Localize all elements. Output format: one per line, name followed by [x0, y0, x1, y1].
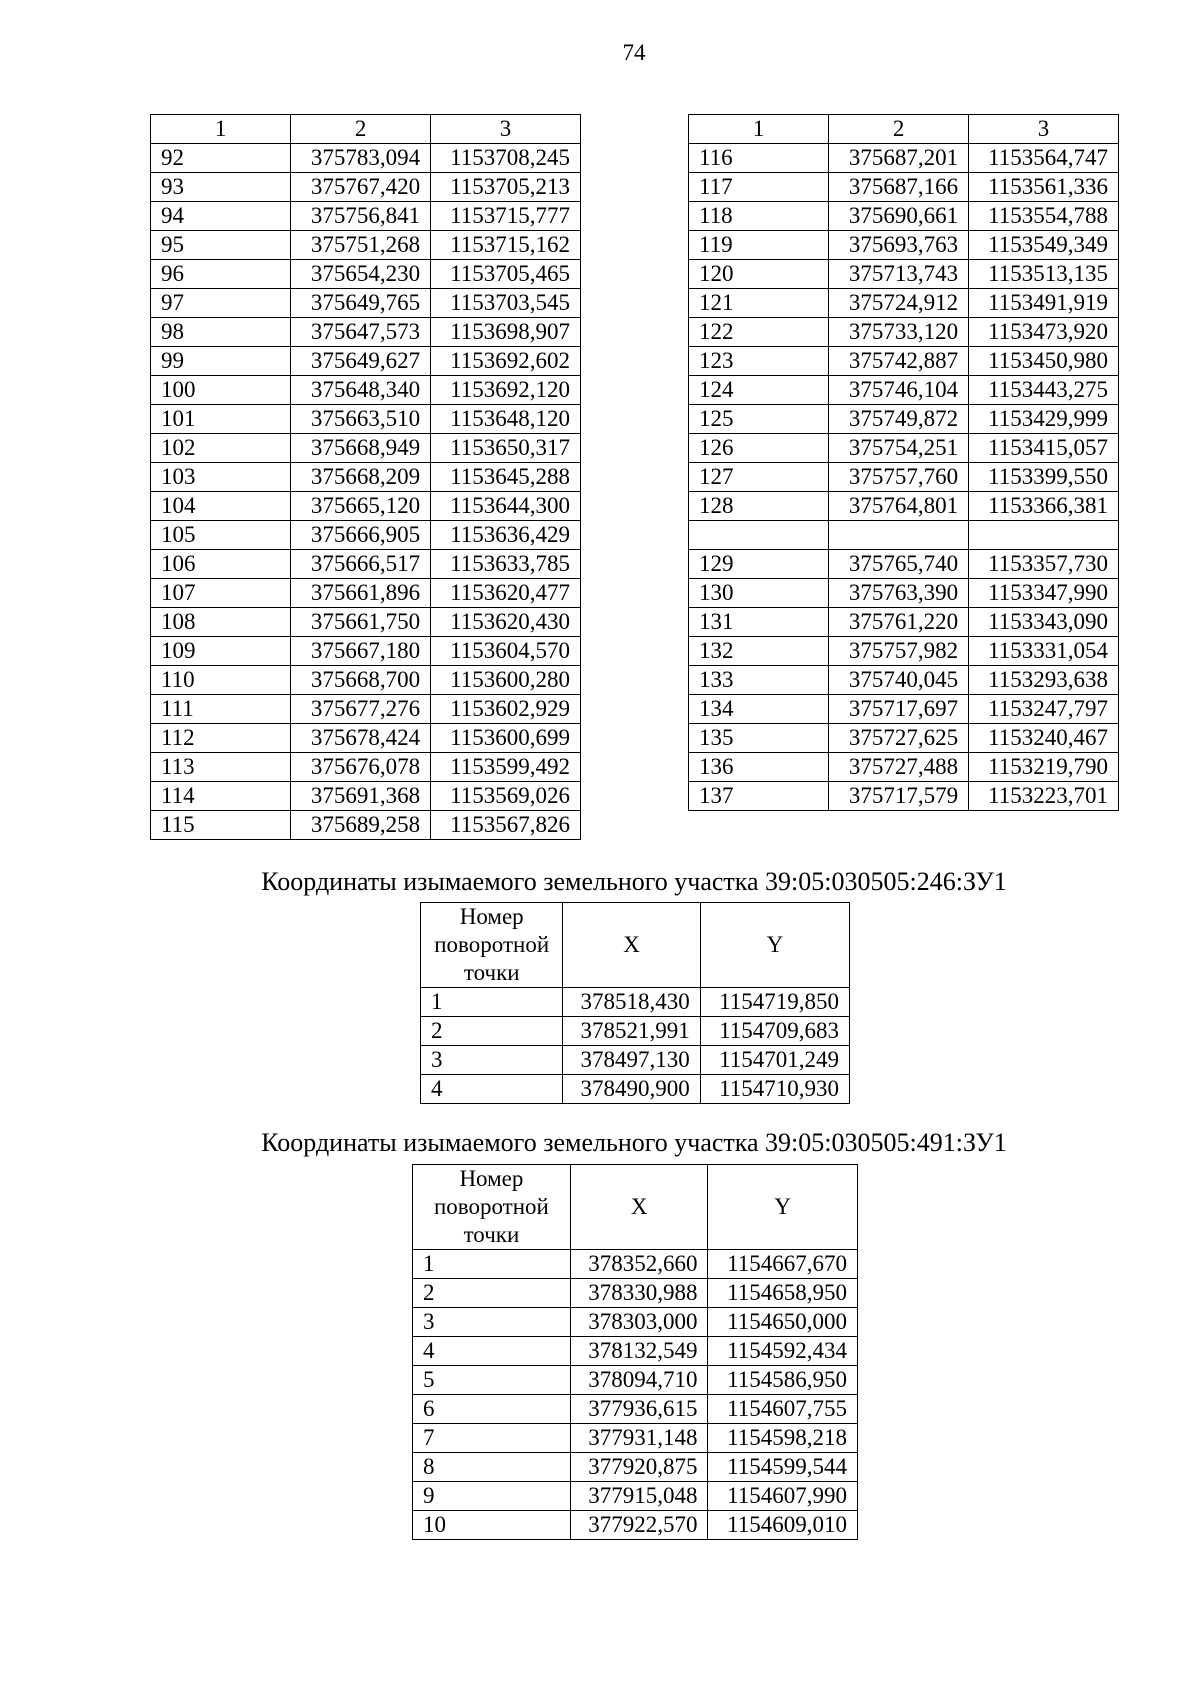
y-coordinate-cell: 1153705,213	[431, 173, 581, 202]
y-coordinate-cell: 1153692,602	[431, 347, 581, 376]
table-row	[151, 434, 581, 463]
point-number-cell: 117	[689, 173, 829, 202]
x-coordinate-cell: 375691,368	[291, 782, 431, 811]
y-coordinate-cell: 1153620,430	[431, 608, 581, 637]
y-header: Y	[708, 1165, 858, 1250]
point-number-cell: 99	[151, 347, 291, 376]
y-coordinate-cell: 1153343,090	[969, 608, 1119, 637]
point-number-cell: 126	[689, 434, 829, 463]
table-row	[689, 231, 1119, 260]
parcel-2-title: Координаты изымаемого земельного участка 39:05:030505:491:ЗУ1	[261, 1128, 1007, 1157]
x-coordinate-cell: 375761,220	[829, 608, 969, 637]
y-coordinate-cell: 1153415,057	[969, 434, 1119, 463]
point-number-cell: 3	[421, 1046, 563, 1075]
table-row	[151, 492, 581, 521]
x-coordinate-cell: 375749,872	[829, 405, 969, 434]
table-row	[689, 260, 1119, 289]
x-header: X	[563, 903, 700, 988]
point-number-cell: 131	[689, 608, 829, 637]
table-row	[413, 1366, 858, 1395]
table-row	[689, 695, 1119, 724]
point-number-cell: 116	[689, 144, 829, 173]
y-coordinate-cell: 1153604,570	[431, 637, 581, 666]
y-coordinate-cell: 1154650,000	[708, 1308, 858, 1337]
header-cell: 1	[689, 115, 829, 144]
y-coordinate-cell: 1153347,990	[969, 579, 1119, 608]
y-coordinate-cell: 1153645,288	[431, 463, 581, 492]
table-row	[413, 1511, 858, 1540]
x-coordinate-cell: 375717,579	[829, 782, 969, 811]
table-row	[151, 318, 581, 347]
x-coordinate-cell: 377936,615	[570, 1395, 708, 1424]
point-number-cell: 133	[689, 666, 829, 695]
y-coordinate-cell: 1153715,777	[431, 202, 581, 231]
point-number-cell: 93	[151, 173, 291, 202]
x-coordinate-cell: 375668,700	[291, 666, 431, 695]
table-row	[151, 231, 581, 260]
header-line: Номер	[459, 1166, 524, 1191]
point-number-cell: 134	[689, 695, 829, 724]
table-row	[151, 753, 581, 782]
y-coordinate-cell: 1153473,920	[969, 318, 1119, 347]
table-row	[151, 463, 581, 492]
table-row	[689, 579, 1119, 608]
point-number-cell: 4	[413, 1337, 571, 1366]
table-row	[689, 434, 1119, 463]
table-row	[413, 1308, 858, 1337]
table-row	[689, 347, 1119, 376]
point-number-cell: 123	[689, 347, 829, 376]
table-row	[689, 753, 1119, 782]
x-coordinate-cell: 375677,276	[291, 695, 431, 724]
parcel-1-table	[420, 902, 850, 1104]
x-coordinate-cell: 375756,841	[291, 202, 431, 231]
x-coordinate-cell: 375733,120	[829, 318, 969, 347]
point-number-cell: 111	[151, 695, 291, 724]
table-row	[689, 144, 1119, 173]
point-number-cell: 115	[151, 811, 291, 840]
table-header-row	[689, 115, 1119, 144]
table-row	[413, 1250, 858, 1279]
table-row	[413, 1482, 858, 1511]
table-row	[151, 405, 581, 434]
y-coordinate-cell: 1153561,336	[969, 173, 1119, 202]
x-coordinate-cell: 375666,517	[291, 550, 431, 579]
table-row	[151, 637, 581, 666]
x-coordinate-cell: 375717,697	[829, 695, 969, 724]
y-coordinate-cell: 1153293,638	[969, 666, 1119, 695]
x-coordinate-cell: 375649,627	[291, 347, 431, 376]
table-row	[689, 782, 1119, 811]
point-number-header	[413, 1165, 571, 1250]
x-coordinate-cell: 375667,180	[291, 637, 431, 666]
y-header: Y	[700, 903, 849, 988]
x-coordinate-cell: 378518,430	[563, 988, 700, 1017]
point-number-cell: 2	[421, 1017, 563, 1046]
x-coordinate-cell: 375689,258	[291, 811, 431, 840]
y-coordinate-cell: 1154586,950	[708, 1366, 858, 1395]
x-coordinate-cell: 375765,740	[829, 550, 969, 579]
point-number-cell: 121	[689, 289, 829, 318]
x-coordinate-cell: 375678,424	[291, 724, 431, 753]
x-coordinate-cell: 378490,900	[563, 1075, 700, 1104]
y-coordinate-cell: 1153240,467	[969, 724, 1119, 753]
x-coordinate-cell: 375687,201	[829, 144, 969, 173]
point-number-cell: 95	[151, 231, 291, 260]
point-number-cell: 92	[151, 144, 291, 173]
x-coordinate-cell: 375751,268	[291, 231, 431, 260]
table-row	[151, 811, 581, 840]
y-coordinate-cell: 1154701,249	[700, 1046, 849, 1075]
point-number-cell: 112	[151, 724, 291, 753]
table-row	[689, 724, 1119, 753]
x-coordinate-cell: 377931,148	[570, 1424, 708, 1453]
x-coordinate-cell: 375687,166	[829, 173, 969, 202]
y-coordinate-cell: 1153698,907	[431, 318, 581, 347]
header-line: поворотной	[434, 932, 550, 957]
x-coordinate-cell: 378132,549	[570, 1337, 708, 1366]
table-row	[689, 463, 1119, 492]
x-coordinate-cell: 375764,801	[829, 492, 969, 521]
header-line: точки	[463, 960, 520, 985]
y-coordinate-cell: 1153564,747	[969, 144, 1119, 173]
x-coordinate-cell: 378352,660	[570, 1250, 708, 1279]
y-coordinate-cell: 1153715,162	[431, 231, 581, 260]
y-coordinate-cell: 1153567,826	[431, 811, 581, 840]
x-coordinate-cell: 375693,763	[829, 231, 969, 260]
y-coordinate-cell: 1153644,300	[431, 492, 581, 521]
y-coordinate-cell: 1153602,929	[431, 695, 581, 724]
table-row	[689, 521, 1119, 550]
coordinates-table-right	[688, 114, 1119, 811]
y-coordinate-cell: 1154667,670	[708, 1250, 858, 1279]
header-cell: 2	[829, 115, 969, 144]
point-number-cell: 98	[151, 318, 291, 347]
table-row	[151, 289, 581, 318]
x-coordinate-cell: 377920,875	[570, 1453, 708, 1482]
point-number-cell: 130	[689, 579, 829, 608]
y-coordinate-cell: 1153513,135	[969, 260, 1119, 289]
x-coordinate-cell: 375763,390	[829, 579, 969, 608]
header-line: Номер	[459, 904, 524, 929]
y-coordinate-cell	[969, 521, 1119, 550]
header-cell: 3	[431, 115, 581, 144]
x-coordinate-cell: 375661,750	[291, 608, 431, 637]
table-row	[413, 1424, 858, 1453]
page-number: 74	[622, 40, 646, 65]
x-coordinate-cell: 375742,887	[829, 347, 969, 376]
table-row	[151, 376, 581, 405]
point-number-cell: 5	[413, 1366, 571, 1395]
x-coordinate-cell: 375654,230	[291, 260, 431, 289]
table-row	[413, 1395, 858, 1424]
y-coordinate-cell: 1154607,755	[708, 1395, 858, 1424]
x-coordinate-cell: 375767,420	[291, 173, 431, 202]
y-coordinate-cell: 1154599,544	[708, 1453, 858, 1482]
x-coordinate-cell: 377915,048	[570, 1482, 708, 1511]
table-header-row	[413, 1165, 858, 1250]
x-coordinate-cell: 375668,949	[291, 434, 431, 463]
table-row	[421, 1075, 850, 1104]
table-row	[421, 1046, 850, 1075]
point-number-cell: 102	[151, 434, 291, 463]
point-number-cell: 128	[689, 492, 829, 521]
table-row	[151, 724, 581, 753]
table-row	[151, 202, 581, 231]
table-row	[151, 260, 581, 289]
point-number-cell: 97	[151, 289, 291, 318]
x-coordinate-cell: 375661,896	[291, 579, 431, 608]
point-number-cell: 114	[151, 782, 291, 811]
point-number-cell: 104	[151, 492, 291, 521]
point-number-cell: 122	[689, 318, 829, 347]
point-number-cell: 125	[689, 405, 829, 434]
point-number-cell: 6	[413, 1395, 571, 1424]
y-coordinate-cell: 1153600,280	[431, 666, 581, 695]
y-coordinate-cell: 1153648,120	[431, 405, 581, 434]
point-number-cell: 113	[151, 753, 291, 782]
table-row	[151, 144, 581, 173]
y-coordinate-cell: 1153692,120	[431, 376, 581, 405]
x-coordinate-cell: 375746,104	[829, 376, 969, 405]
point-number-cell: 94	[151, 202, 291, 231]
y-coordinate-cell: 1153491,919	[969, 289, 1119, 318]
x-coordinate-cell: 375649,765	[291, 289, 431, 318]
y-coordinate-cell: 1153600,699	[431, 724, 581, 753]
y-coordinate-cell: 1153429,999	[969, 405, 1119, 434]
table-row	[689, 289, 1119, 318]
point-number-cell: 9	[413, 1482, 571, 1511]
y-coordinate-cell: 1153219,790	[969, 753, 1119, 782]
y-coordinate-cell: 1153549,349	[969, 231, 1119, 260]
table-row	[689, 608, 1119, 637]
point-number-cell: 105	[151, 521, 291, 550]
x-coordinate-cell: 375647,573	[291, 318, 431, 347]
point-number-cell: 4	[421, 1075, 563, 1104]
y-coordinate-cell: 1153366,381	[969, 492, 1119, 521]
point-number-cell: 132	[689, 637, 829, 666]
x-coordinate-cell: 375665,120	[291, 492, 431, 521]
point-number-cell: 109	[151, 637, 291, 666]
table-row	[689, 173, 1119, 202]
point-number-cell: 7	[413, 1424, 571, 1453]
table-row	[151, 695, 581, 724]
parcel-1-title: Координаты изымаемого земельного участка 39:05:030505:246:ЗУ1	[261, 867, 1007, 896]
point-number-cell: 1	[413, 1250, 571, 1279]
point-number-cell: 136	[689, 753, 829, 782]
header-line: точки	[463, 1222, 520, 1247]
y-coordinate-cell: 1153708,245	[431, 144, 581, 173]
x-coordinate-cell: 378094,710	[570, 1366, 708, 1395]
table-row	[151, 173, 581, 202]
x-coordinate-cell: 375713,743	[829, 260, 969, 289]
point-number-cell: 1	[421, 988, 563, 1017]
x-coordinate-cell: 375727,488	[829, 753, 969, 782]
x-coordinate-cell: 377922,570	[570, 1511, 708, 1540]
header-cell: 3	[969, 115, 1119, 144]
header-cell: 1	[151, 115, 291, 144]
y-coordinate-cell: 1154710,930	[700, 1075, 849, 1104]
x-coordinate-cell: 375783,094	[291, 144, 431, 173]
x-coordinate-cell: 375666,905	[291, 521, 431, 550]
y-coordinate-cell: 1153620,477	[431, 579, 581, 608]
table-row	[689, 202, 1119, 231]
x-coordinate-cell: 378330,988	[570, 1279, 708, 1308]
x-coordinate-cell	[829, 521, 969, 550]
y-coordinate-cell: 1153331,054	[969, 637, 1119, 666]
point-number-cell	[689, 521, 829, 550]
table-header-row	[421, 903, 850, 988]
y-coordinate-cell: 1154607,990	[708, 1482, 858, 1511]
table-row	[689, 376, 1119, 405]
x-coordinate-cell: 378521,991	[563, 1017, 700, 1046]
y-coordinate-cell: 1153247,797	[969, 695, 1119, 724]
y-coordinate-cell: 1153357,730	[969, 550, 1119, 579]
y-coordinate-cell: 1153705,465	[431, 260, 581, 289]
point-number-cell: 107	[151, 579, 291, 608]
y-coordinate-cell: 1154598,218	[708, 1424, 858, 1453]
table-row	[413, 1453, 858, 1482]
table-row	[151, 666, 581, 695]
x-coordinate-cell: 375754,251	[829, 434, 969, 463]
y-coordinate-cell: 1153223,701	[969, 782, 1119, 811]
point-number-cell: 96	[151, 260, 291, 289]
table-row	[151, 347, 581, 376]
point-number-cell: 108	[151, 608, 291, 637]
y-coordinate-cell: 1153650,317	[431, 434, 581, 463]
coordinates-table-left	[150, 114, 581, 840]
table-row	[151, 521, 581, 550]
point-number-cell: 129	[689, 550, 829, 579]
y-coordinate-cell: 1153636,429	[431, 521, 581, 550]
point-number-cell: 124	[689, 376, 829, 405]
table-row	[689, 666, 1119, 695]
y-coordinate-cell: 1154592,434	[708, 1337, 858, 1366]
x-coordinate-cell: 375648,340	[291, 376, 431, 405]
point-number-cell: 118	[689, 202, 829, 231]
y-coordinate-cell: 1153569,026	[431, 782, 581, 811]
table-row	[689, 492, 1119, 521]
y-coordinate-cell: 1154709,683	[700, 1017, 849, 1046]
point-number-cell: 10	[413, 1511, 571, 1540]
x-coordinate-cell: 375757,760	[829, 463, 969, 492]
y-coordinate-cell: 1154609,010	[708, 1511, 858, 1540]
table-row	[413, 1279, 858, 1308]
x-coordinate-cell: 375690,661	[829, 202, 969, 231]
point-number-cell: 100	[151, 376, 291, 405]
x-coordinate-cell: 375740,045	[829, 666, 969, 695]
x-coordinate-cell: 375663,510	[291, 405, 431, 434]
point-number-cell: 3	[413, 1308, 571, 1337]
point-number-cell: 120	[689, 260, 829, 289]
y-coordinate-cell: 1153599,492	[431, 753, 581, 782]
point-number-cell: 119	[689, 231, 829, 260]
y-coordinate-cell: 1153450,980	[969, 347, 1119, 376]
point-number-cell: 2	[413, 1279, 571, 1308]
table-row	[689, 318, 1119, 347]
point-number-header	[421, 903, 563, 988]
table-row	[151, 579, 581, 608]
x-header: X	[570, 1165, 708, 1250]
x-coordinate-cell: 375724,912	[829, 289, 969, 318]
point-number-cell: 8	[413, 1453, 571, 1482]
table-row	[151, 550, 581, 579]
table-row	[421, 1017, 850, 1046]
table-header-row	[151, 115, 581, 144]
x-coordinate-cell: 375757,982	[829, 637, 969, 666]
x-coordinate-cell: 375727,625	[829, 724, 969, 753]
y-coordinate-cell: 1153703,545	[431, 289, 581, 318]
y-coordinate-cell: 1153633,785	[431, 550, 581, 579]
point-number-cell: 135	[689, 724, 829, 753]
x-coordinate-cell: 378497,130	[563, 1046, 700, 1075]
x-coordinate-cell: 378303,000	[570, 1308, 708, 1337]
y-coordinate-cell: 1154719,850	[700, 988, 849, 1017]
y-coordinate-cell: 1154658,950	[708, 1279, 858, 1308]
parcel-2-table	[412, 1164, 858, 1540]
point-number-cell: 103	[151, 463, 291, 492]
y-coordinate-cell: 1153443,275	[969, 376, 1119, 405]
table-row	[421, 988, 850, 1017]
point-number-cell: 106	[151, 550, 291, 579]
point-number-cell: 127	[689, 463, 829, 492]
x-coordinate-cell: 375676,078	[291, 753, 431, 782]
table-row	[689, 405, 1119, 434]
table-row	[151, 782, 581, 811]
point-number-cell: 110	[151, 666, 291, 695]
header-cell: 2	[291, 115, 431, 144]
table-row	[413, 1337, 858, 1366]
x-coordinate-cell: 375668,209	[291, 463, 431, 492]
point-number-cell: 137	[689, 782, 829, 811]
table-row	[689, 637, 1119, 666]
point-number-cell: 101	[151, 405, 291, 434]
y-coordinate-cell: 1153399,550	[969, 463, 1119, 492]
header-line: поворотной	[433, 1194, 549, 1219]
y-coordinate-cell: 1153554,788	[969, 202, 1119, 231]
table-row	[151, 608, 581, 637]
table-row	[689, 550, 1119, 579]
